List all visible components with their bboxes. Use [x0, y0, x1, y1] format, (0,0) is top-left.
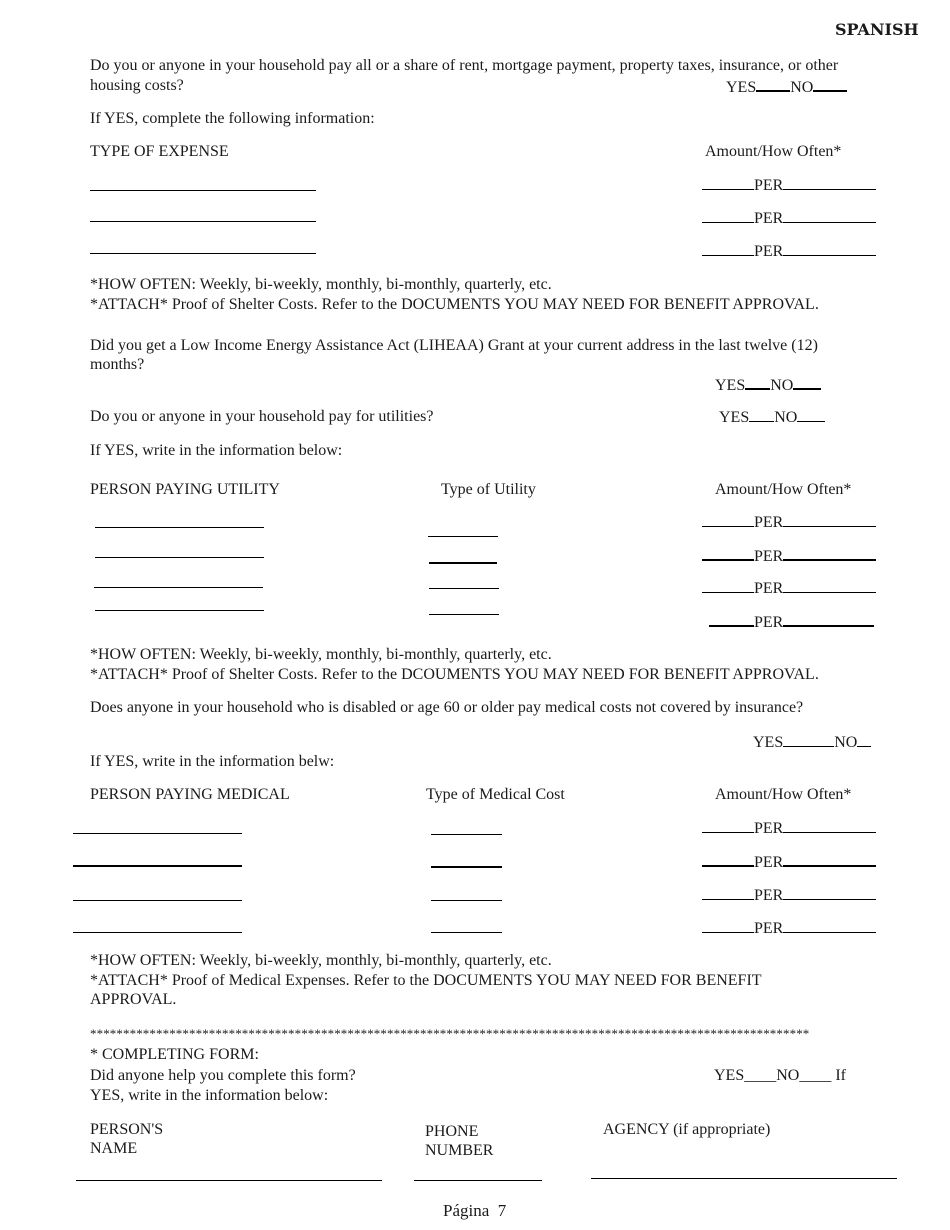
medical-type-field-3[interactable] — [431, 900, 502, 901]
utility-person-field-3[interactable] — [94, 587, 263, 588]
per-label: PER — [754, 614, 784, 631]
col-persons-name-2: NAME — [90, 1140, 138, 1157]
utility-amount-row-4[interactable] — [709, 611, 874, 633]
housing-note-often: *HOW OFTEN: Weekly, bi-weekly, monthly, bi-monthly, quarterly, etc. — [90, 276, 552, 293]
page-label: Página — [443, 1201, 490, 1220]
medical-amount-row-4[interactable] — [702, 918, 876, 939]
utilities-yes-label: YES — [719, 409, 750, 426]
medical-col-amount: Amount/How Often* — [715, 786, 852, 803]
utilities-yes-no — [719, 407, 825, 428]
agency-field[interactable] — [591, 1178, 897, 1179]
utility-type-field-1[interactable] — [428, 536, 498, 537]
col-phone-1: PHONE — [425, 1123, 479, 1140]
medical-note-attach: *ATTACH* Proof of Medical Expenses. Refer to the DOCUMENTS YOU MAY NEED FOR BENEFIT — [90, 972, 762, 989]
language-label: SPANISH — [835, 20, 919, 39]
page-number: 7 — [497, 1201, 507, 1220]
per-label: PER — [754, 854, 784, 871]
liheaa-yes-label: YES — [715, 377, 746, 394]
liheaa-question: Did you get a Low Income Energy Assistance Act (LIHEAA) Grant at your current address in the last twelve (12) — [90, 337, 818, 354]
housing-yes-no — [726, 76, 847, 98]
liheaa-no-field[interactable] — [793, 374, 821, 390]
housing-note-attach: *ATTACH* Proof of Shelter Costs. Refer to the DOCUMENTS YOU MAY NEED FOR BENEFIT APPROVAL. — [90, 296, 819, 313]
completing-if-yes: YES, write in the information below: — [90, 1087, 329, 1104]
medical-col-type: Type of Medical Cost — [426, 786, 565, 803]
housing-expense-field-2[interactable] — [90, 221, 316, 222]
housing-yes-label: YES — [726, 79, 757, 96]
utilities-if-yes: If YES, write in the information below: — [90, 442, 343, 459]
medical-type-field-2[interactable] — [431, 866, 502, 868]
completing-yes-no: YES____NO____ If — [714, 1067, 846, 1084]
housing-expense-field-3[interactable] — [90, 253, 316, 254]
housing-col-amount: Amount/How Often* — [705, 143, 842, 160]
utilities-yes-field[interactable] — [749, 407, 774, 422]
per-label: PER — [754, 920, 784, 937]
utility-amount-row-3[interactable] — [702, 578, 876, 599]
utilities-no-field[interactable] — [797, 407, 825, 422]
medical-no-label: NO — [834, 734, 858, 751]
medical-type-field-4[interactable] — [431, 932, 502, 933]
phone-number-field[interactable] — [414, 1180, 542, 1181]
housing-col-type: TYPE OF EXPENSE — [90, 143, 229, 160]
housing-amount-row-1[interactable] — [702, 175, 876, 196]
medical-amount-row-1[interactable] — [702, 818, 876, 839]
col-agency: AGENCY (if appropriate) — [603, 1121, 771, 1138]
medical-type-field-1[interactable] — [431, 834, 502, 835]
per-label: PER — [754, 548, 784, 565]
per-label: PER — [754, 580, 784, 597]
housing-amount-row-2[interactable] — [702, 208, 876, 229]
col-phone-2: NUMBER — [425, 1142, 494, 1159]
utilities-question: Do you or anyone in your household pay for utilities? — [90, 408, 434, 425]
per-label: PER — [754, 887, 784, 904]
medical-yes-field[interactable] — [783, 732, 834, 747]
utilities-note-attach: *ATTACH* Proof of Shelter Costs. Refer to the DCOUMENTS YOU MAY NEED FOR BENEFIT APPROVAL. — [90, 666, 819, 683]
per-label: PER — [754, 210, 784, 227]
medical-person-field-2[interactable] — [73, 865, 242, 867]
housing-if-yes: If YES, complete the following information: — [90, 110, 375, 127]
col-persons-name-1: PERSON'S — [90, 1121, 164, 1138]
medical-if-yes: If YES, write in the information belw: — [90, 753, 335, 770]
medical-person-field-1[interactable] — [73, 833, 242, 834]
housing-no-field[interactable] — [813, 76, 847, 92]
utility-person-field-2[interactable] — [95, 557, 264, 558]
medical-no-field[interactable] — [857, 732, 871, 747]
utilities-no-label: NO — [774, 409, 798, 426]
utility-type-field-4[interactable] — [429, 614, 499, 615]
completing-heading: * COMPLETING FORM: — [90, 1046, 259, 1063]
housing-no-label: NO — [790, 79, 814, 96]
housing-amount-row-3[interactable] — [702, 241, 876, 262]
utility-type-field-2[interactable] — [429, 562, 497, 564]
medical-yes-no — [753, 732, 871, 753]
persons-name-field[interactable] — [76, 1180, 382, 1181]
medical-amount-row-3[interactable] — [702, 885, 876, 906]
housing-expense-field-1[interactable] — [90, 190, 316, 191]
per-label: PER — [754, 177, 784, 194]
asterisk-separator: ************************************************************************************************************* — [90, 1026, 810, 1041]
utilities-col-person: PERSON PAYING UTILITY — [90, 481, 280, 498]
per-label: PER — [754, 820, 784, 837]
liheaa-yes-no — [715, 374, 821, 396]
utility-amount-row-2[interactable] — [702, 545, 876, 567]
utilities-col-amount: Amount/How Often* — [715, 481, 852, 498]
housing-question: Do you or anyone in your household pay all or a share of rent, mortgage payment, property taxes, insurance, or other — [90, 57, 839, 74]
housing-yes-field[interactable] — [756, 76, 790, 92]
medical-amount-row-2[interactable] — [702, 851, 876, 873]
utility-person-field-1[interactable] — [95, 527, 264, 528]
medical-note-attach-cont: APPROVAL. — [90, 991, 177, 1008]
housing-question-cont: housing costs? — [90, 77, 184, 94]
liheaa-question-cont: months? — [90, 356, 145, 373]
medical-person-field-4[interactable] — [73, 932, 242, 933]
medical-question: Does anyone in your household who is disabled or age 60 or older pay medical costs not covered by insurance? — [90, 699, 804, 716]
medical-person-field-3[interactable] — [73, 900, 242, 901]
utility-amount-row-1[interactable] — [702, 512, 876, 533]
medical-col-person: PERSON PAYING MEDICAL — [90, 786, 290, 803]
per-label: PER — [754, 514, 784, 531]
utilities-note-often: *HOW OFTEN: Weekly, bi-weekly, monthly, bi-monthly, quarterly, etc. — [90, 646, 552, 663]
per-label: PER — [754, 243, 784, 260]
medical-yes-label: YES — [753, 734, 784, 751]
utility-person-field-4[interactable] — [95, 610, 264, 611]
utilities-col-type: Type of Utility — [441, 481, 536, 498]
utility-type-field-3[interactable] — [429, 588, 499, 589]
page-footer — [443, 1201, 506, 1221]
medical-note-often: *HOW OFTEN: Weekly, bi-weekly, monthly, bi-monthly, quarterly, etc. — [90, 952, 552, 969]
liheaa-no-label: NO — [770, 377, 794, 394]
liheaa-yes-field[interactable] — [745, 374, 770, 390]
completing-question: Did anyone help you complete this form? — [90, 1067, 356, 1084]
